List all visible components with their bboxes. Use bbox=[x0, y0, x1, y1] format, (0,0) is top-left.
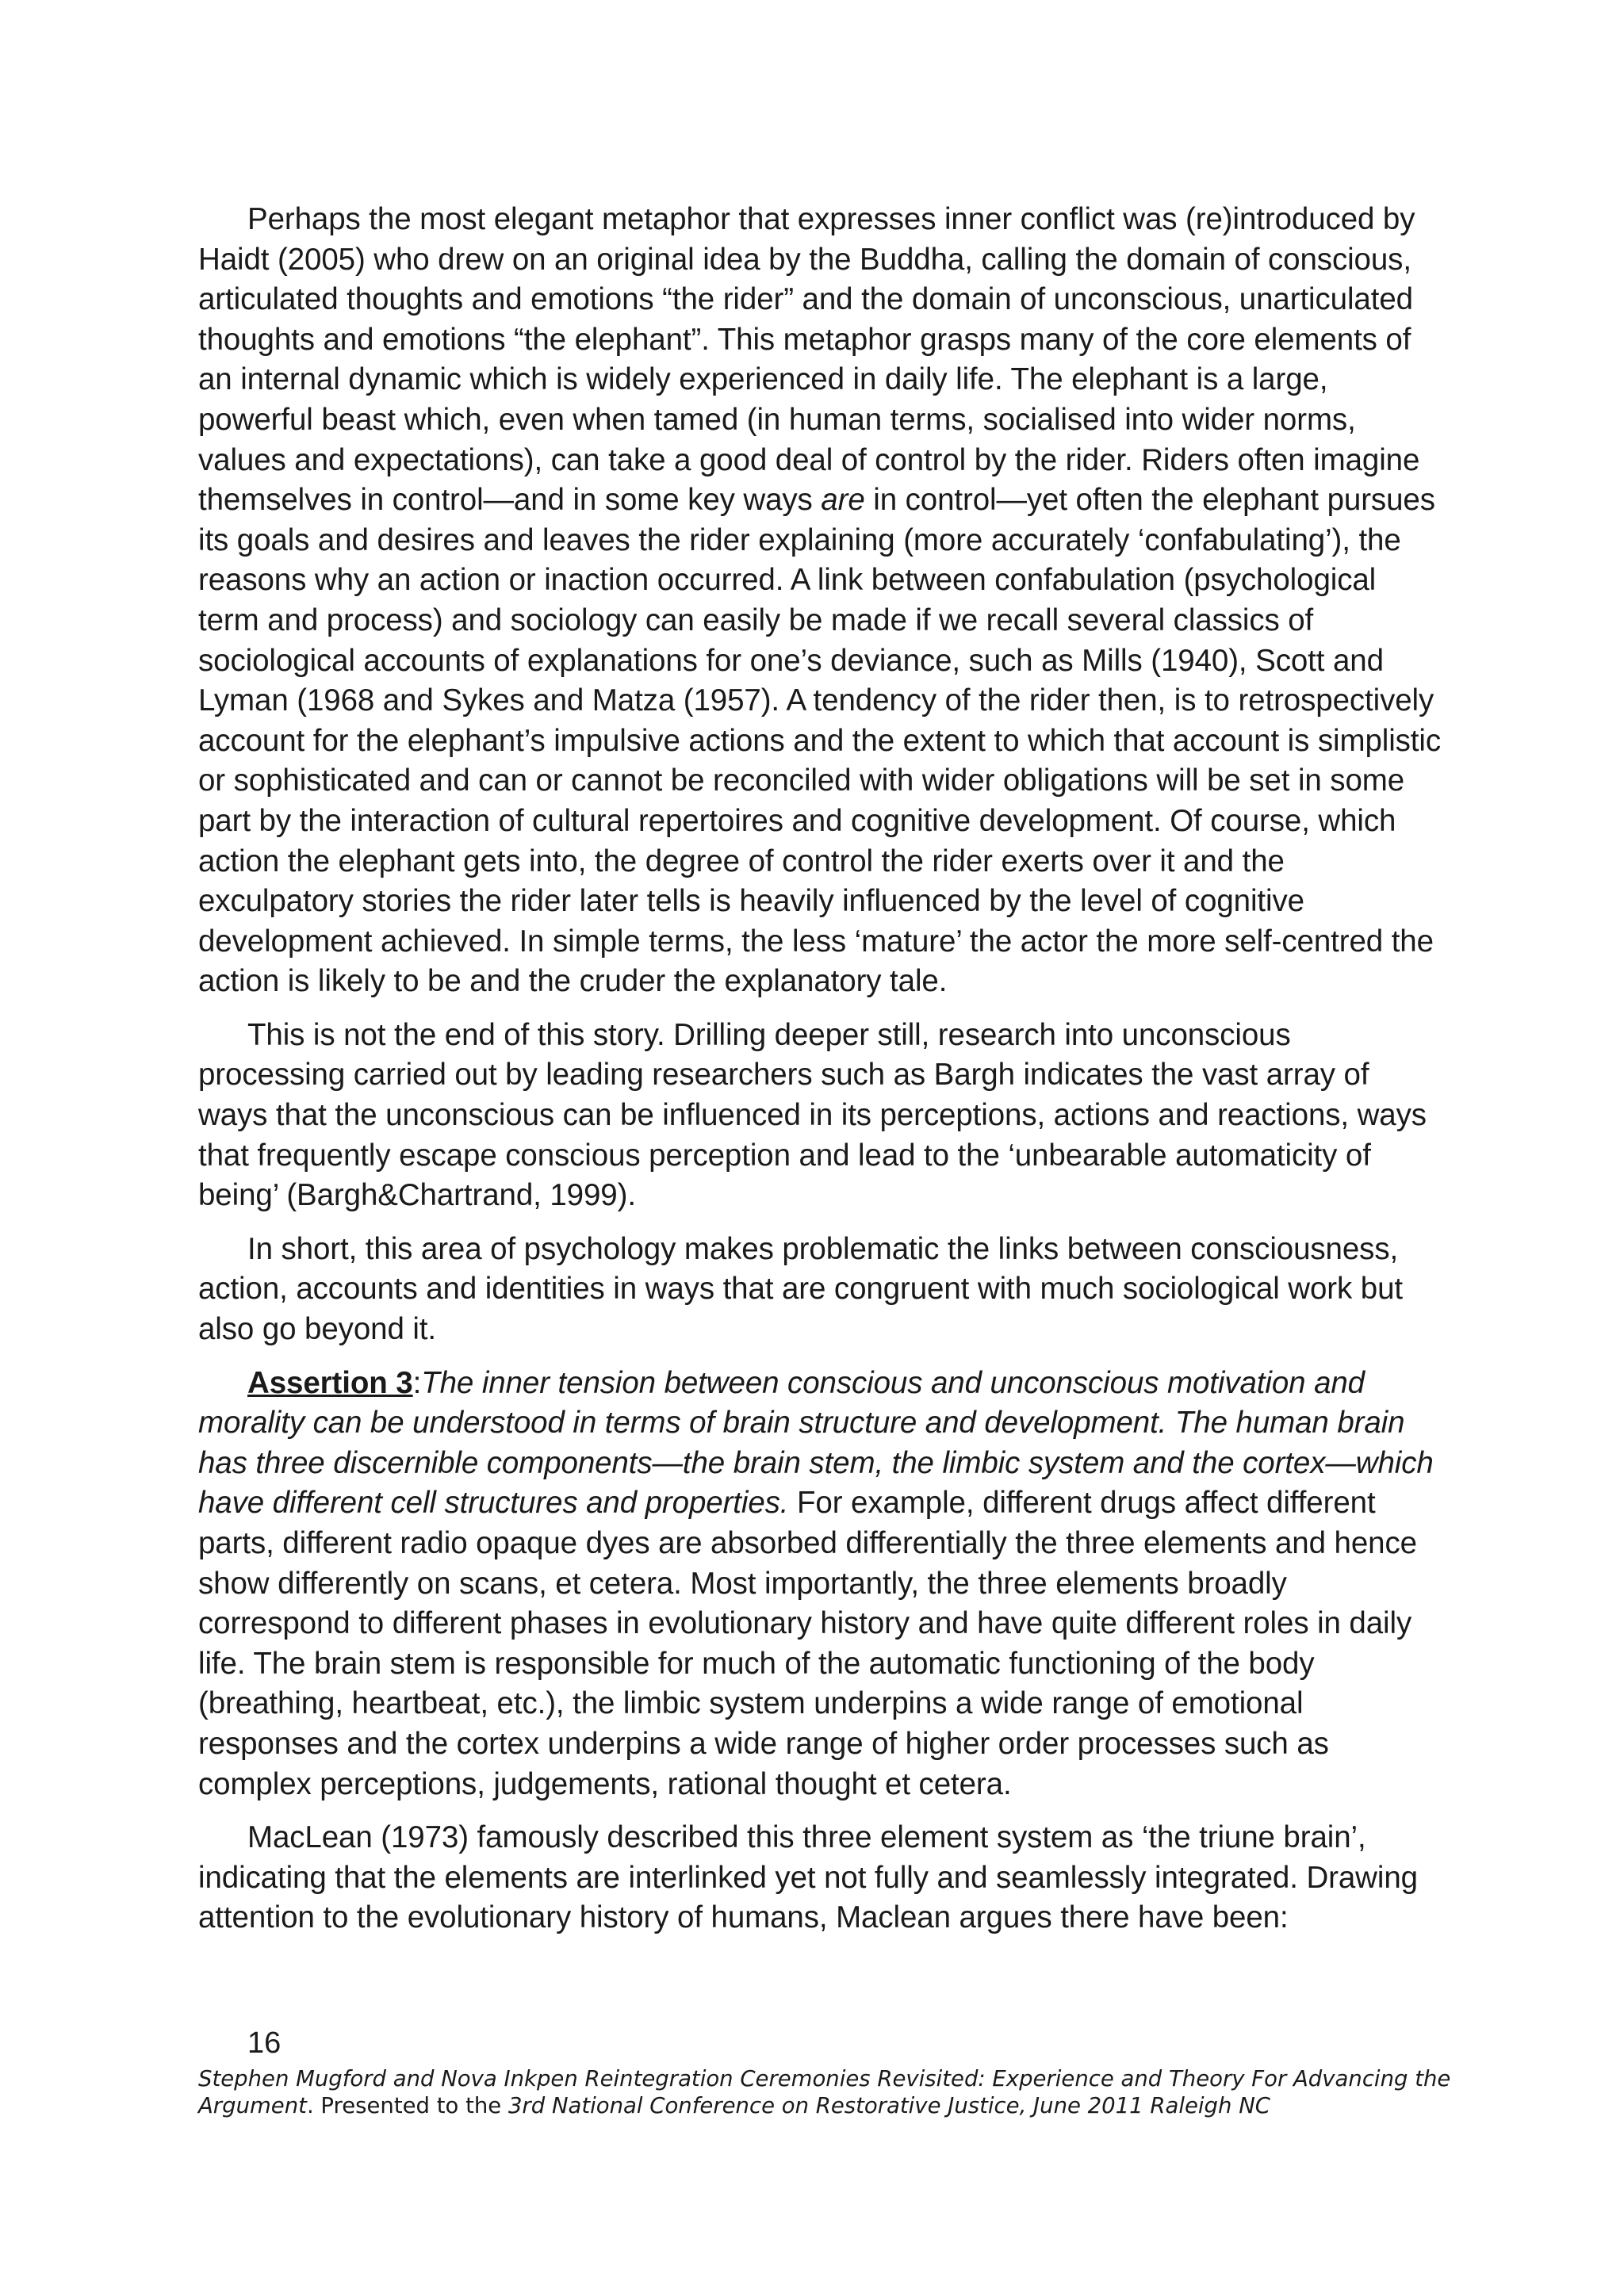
paragraph-text: For example, different drugs affect different parts, different radio opaque dyes are absorbed differentially the three elements and hence show differently on scans, et cetera. Most importantly, the three elements broadly correspond to different phases in evolutionary history and have quite different roles in daily life. The brain stem is responsible for much of the automatic functioning of the body (breathing, heartbeat, etc.), the limbic system underpins a wide range of emotional responses and the cortex underpins a wide range of higher order processes such as complex perceptions, judgements, rational thought et cetera. bbox=[198, 1486, 1417, 1801]
paragraph-unconscious-processing: This is not the end of this story. Drilling deeper still, research into unconscious processing carried out by leading researchers such as Bargh indicates the vast array of ways that the unconscious can be influenced in its perceptions, actions and reactions, ways that frequently escape conscious perception and lead to the ‘unbearable automaticity of being’ (Bargh&Chartrand, 1999). bbox=[198, 1017, 1427, 1213]
footer-paper-title: Stephen Mugford and Nova Inkpen Reintegration Ceremonies Revisited: Experience and Theory For Advancing the Argument bbox=[198, 2066, 1451, 2118]
paragraph-in-short: In short, this area of psychology makes problematic the links between consciousness, action, accounts and identities in ways that are congruent with much sociological work but also go beyond it. bbox=[198, 1231, 1403, 1347]
paragraph-text: in control—yet often the elephant pursues its goals and desires and leaves the rider explaining (more accurately ‘confabulating’), the reasons why an action or inaction occurred. A link between confabulation (psychological term and process) and sociology can easily be made if we recall several classics of sociological accounts of explanations for one’s deviance, such as Mills (1940), Scott and Lyman (1968 and Sykes and Matza (1957). A tendency of the rider then, is to retrospectively account for the elephant’s impulsive actions and the extent to which that account is simplistic or sophisticated and can or cannot be reconciled with wider obligations will be set in some part by the interaction of cultural repertoires and cognitive development. Of course, which action the elephant gets into, the degree of control the rider exerts over it and the exculpatory stories the rider later tells is heavily influenced by the level of cognitive development achieved. In simple terms, the less ‘mature’ the actor the more self-centred the action is likely to be and the cruder the explanatory tale. bbox=[198, 483, 1442, 999]
emphasis-text: are bbox=[821, 483, 865, 518]
page-footer bbox=[198, 2066, 1467, 2119]
footer-conference: 3rd National Conference on Restorative Justice, June 2011 Raleigh NC bbox=[508, 2092, 1270, 2118]
paragraph-triune-brain: MacLean (1973) famously described this three element system as ‘the triune brain’, indicating that the elements are interlinked yet not fully and seamlessly integrated. Drawing attention to the evolutionary history of humans, Maclean argues there have been: bbox=[198, 1820, 1418, 1935]
paragraph-text: Perhaps the most elegant metaphor that expresses inner conflict was (re)introduced by Haidt (2005) who drew on an original idea by the Buddha, calling the domain of conscious, articulated thoughts and emotions “the rider” and the domain of unconscious, unarticulated thoughts and emotions “the elephant”. This metaphor grasps many of the core elements of an internal dynamic which is widely experienced in daily life. The elephant is a large, powerful beast which, even when tamed (in human terms, socialised into wider norms, values and expectations), can take a good deal of control by the rider. Riders often imagine themselves in control—and in some key ways bbox=[198, 202, 1420, 518]
document-body bbox=[198, 200, 1443, 1952]
assertion-colon: : bbox=[412, 1365, 422, 1400]
assertion-statement: The inner tension between conscious and unconscious motivation and morality can be understood in terms of brain structure and development. The human brain has three discernible components—the brain stem, the limbic system and the cortex—which have different cell structures and properties. bbox=[198, 1365, 1434, 1521]
assertion-label: Assertion 3 bbox=[247, 1365, 413, 1400]
paragraph-rider-elephant bbox=[198, 200, 1443, 1002]
page-number: 16 bbox=[247, 2026, 282, 2060]
paragraph-assertion-3 bbox=[198, 1364, 1443, 1805]
footer-text: . Presented to the bbox=[306, 2092, 508, 2118]
